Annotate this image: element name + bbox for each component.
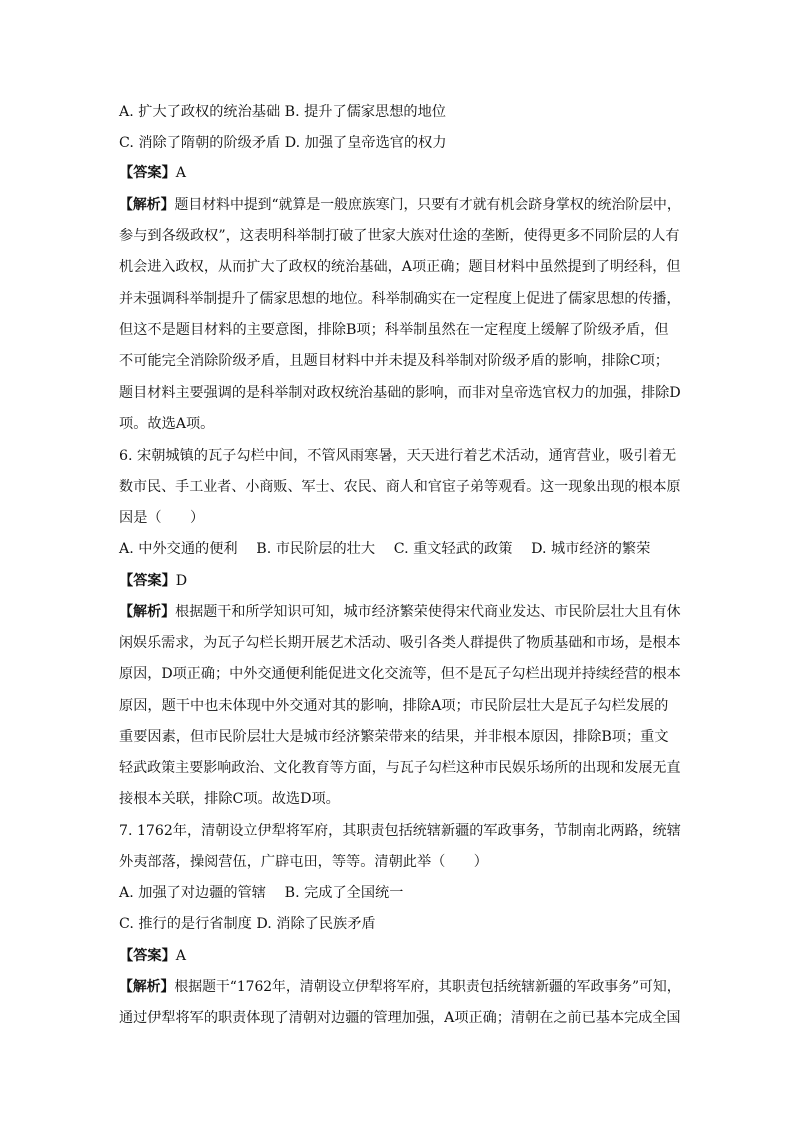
q6-analysis-line-7: 接根本关联，排除C项。故选D项。 bbox=[119, 791, 340, 807]
q5-analysis-line-3: 机会进入政权，从而扩大了政权的统治基础，A项正确；题目材料中虽然提到了明经科，但 bbox=[119, 259, 681, 275]
q7-analysis-line-1: 【解析】根据题干“1762年，清朝设立伊犁将军府，其职责包括统辖新疆的军政事务”可知， bbox=[119, 979, 681, 995]
q5-options-line-2: C. 消除了隋朝的阶级矛盾 D. 加强了皇帝选官的权力 bbox=[119, 135, 447, 151]
answer-label: 【答案】 bbox=[119, 948, 176, 964]
q5-analysis-line-5: 但这不是题目材料的主要意图，排除B项；科举制虽然在一定程度上缓解了阶级矛盾，但 bbox=[119, 322, 669, 338]
analysis-label: 【解析】 bbox=[119, 604, 176, 620]
answer-label: 【答案】 bbox=[119, 165, 176, 181]
q6-analysis-line-2: 闲娱乐需求，为瓦子勾栏长期开展艺术活动、吸引各类人群提供了物质基础和市场，是根本 bbox=[119, 635, 681, 651]
q5-analysis-line-4: 并未强调科举制提升了儒家思想的地位。科举制确实在一定程度上促进了儒家思想的传播， bbox=[119, 291, 681, 307]
q6-analysis-line-3: 原因，D项正确；中外交通便利能促进文化交流等，但不是瓦子勾栏出现并持续经营的根本 bbox=[119, 666, 681, 682]
analysis-label: 【解析】 bbox=[119, 979, 175, 995]
q6-analysis-line-6: 轻武政策主要影响政治、文化教育等方面，与瓦子勾栏这种市民娱乐场所的出现和发展无直 bbox=[119, 760, 681, 776]
q5-analysis-line-2: 参与到各级政权”，这表明科举制打破了世家大族对仕途的垄断，使得更多不同阶层的人有 bbox=[119, 228, 680, 244]
q6-stem-line-3: 因是（ ） bbox=[119, 510, 205, 526]
answer-value: A bbox=[175, 165, 187, 181]
q5-analysis-line-6: 不可能完全消除阶级矛盾，且题目材料中并未提及科举制对阶级矛盾的影响，排除C项； bbox=[119, 353, 669, 369]
q7-stem-line-1: 7. 1762年，清朝设立伊犁将军府，其职责包括统辖新疆的军政事务，节制南北两路，统辖 bbox=[119, 823, 681, 839]
q5-answer bbox=[119, 163, 186, 183]
answer-value: A bbox=[175, 948, 187, 964]
q6-analysis-line-4: 原因，题干中也未体现中外交通对其的影响，排除A项；市民阶层壮大是瓦子勾栏发展的 bbox=[119, 698, 669, 714]
q6-answer bbox=[119, 571, 187, 591]
q7-answer bbox=[119, 946, 186, 966]
answer-label: 【答案】 bbox=[119, 573, 176, 589]
q6-stem-line-1: 6. 宋朝城镇的瓦子勾栏中间，不管风雨寒暑，天天进行着艺术活动，通宵营业，吸引着无 bbox=[119, 448, 677, 464]
analysis-label: 【解析】 bbox=[119, 197, 175, 213]
q7-options-line-2: C. 推行的是行省制度 D. 消除了民族矛盾 bbox=[119, 916, 376, 932]
answer-value: D bbox=[175, 573, 188, 589]
q7-analysis-line-2: 通过伊犁将军的职责体现了清朝对边疆的管理加强，A项正确；清朝在之前已基本完成全国 bbox=[119, 1010, 681, 1026]
q5-analysis-line-7: 题目材料主要强调的是科举制对政权统治基础的影响，而非对皇帝选官权力的加强，排除D bbox=[119, 385, 681, 401]
q6-analysis-line-1: 【解析】根据题干和所学知识可知，城市经济繁荣使得宋代商业发达、市民阶层壮大且有休 bbox=[119, 604, 681, 620]
q6-options: A. 中外交通的便利 B. 市民阶层的壮大 C. 重文轻武的政策 D. 城市经济的繁荣 bbox=[119, 541, 651, 557]
q7-stem-line-2: 外夷部落，操阅营伍，广辟屯田，等等。清朝此举（ ） bbox=[119, 854, 488, 870]
q5-options-line-1: A. 扩大了政权的统治基础 B. 提升了儒家思想的地位 bbox=[119, 104, 446, 120]
q5-analysis-line-1: 【解析】题目材料中提到“就算是一般庶族寒门，只要有才就有机会跻身掌权的统治阶层中， bbox=[119, 197, 681, 213]
q6-analysis-line-5: 重要因素，但市民阶层壮大是城市经济繁荣带来的结果，并非根本原因，排除B项；重文 bbox=[119, 729, 669, 745]
q6-stem-line-2: 数市民、手工业者、小商贩、军士、农民、商人和官宦子弟等观看。这一现象出现的根本原 bbox=[119, 479, 681, 495]
q5-analysis-line-8: 项。故选A项。 bbox=[119, 416, 215, 432]
q7-options-line-1: A. 加强了对边疆的管辖 B. 完成了全国统一 bbox=[119, 885, 404, 901]
